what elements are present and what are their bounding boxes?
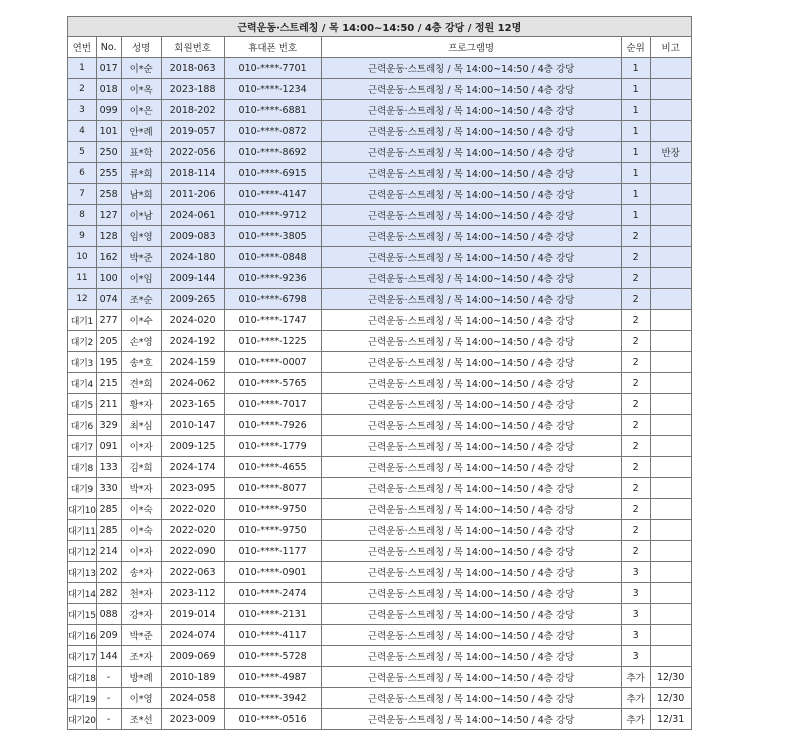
- cell-idx: 대기12: [68, 541, 97, 562]
- cell-idx: 대기2: [68, 331, 97, 352]
- cell-idx: 1: [68, 58, 97, 79]
- cell-phone: 010-****-4147: [224, 184, 321, 205]
- cell-rank: 추가: [621, 688, 650, 709]
- cell-member-id: 2009-144: [161, 268, 224, 289]
- cell-rank: 3: [621, 583, 650, 604]
- cell-no: 101: [96, 121, 121, 142]
- table-row: [68, 394, 692, 415]
- cell-no: 215: [96, 373, 121, 394]
- cell-note: [650, 457, 691, 478]
- cell-note: [650, 121, 691, 142]
- table-row: [68, 289, 692, 310]
- cell-program: 근력운동·스트레칭 / 목 14:00~14:50 / 4층 강당: [321, 163, 621, 184]
- cell-idx: 대기9: [68, 478, 97, 499]
- header-member-id: 회원번호: [161, 37, 224, 58]
- cell-program: 근력운동·스트레칭 / 목 14:00~14:50 / 4층 강당: [321, 79, 621, 100]
- cell-note: [650, 604, 691, 625]
- cell-program: 근력운동·스트레칭 / 목 14:00~14:50 / 4층 강당: [321, 289, 621, 310]
- table-row: [68, 121, 692, 142]
- cell-program: 근력운동·스트레칭 / 목 14:00~14:50 / 4층 강당: [321, 100, 621, 121]
- cell-idx: 11: [68, 268, 97, 289]
- cell-no: 329: [96, 415, 121, 436]
- cell-phone: 010-****-7926: [224, 415, 321, 436]
- table-row: [68, 310, 692, 331]
- cell-no: 017: [96, 58, 121, 79]
- cell-program: 근력운동·스트레칭 / 목 14:00~14:50 / 4층 강당: [321, 373, 621, 394]
- cell-member-id: 2022-020: [161, 499, 224, 520]
- cell-name: 이*옥: [121, 79, 161, 100]
- cell-no: 162: [96, 247, 121, 268]
- cell-member-id: 2009-265: [161, 289, 224, 310]
- cell-member-id: 2024-061: [161, 205, 224, 226]
- cell-name: 조*순: [121, 289, 161, 310]
- cell-phone: 010-****-6915: [224, 163, 321, 184]
- cell-idx: 대기15: [68, 604, 97, 625]
- cell-phone: 010-****-0848: [224, 247, 321, 268]
- cell-phone: 010-****-2474: [224, 583, 321, 604]
- cell-note: [650, 541, 691, 562]
- cell-member-id: 2022-056: [161, 142, 224, 163]
- table-row: [68, 373, 692, 394]
- cell-phone: 010-****-6798: [224, 289, 321, 310]
- table-row: [68, 184, 692, 205]
- cell-member-id: 2009-069: [161, 646, 224, 667]
- cell-note: [650, 583, 691, 604]
- cell-member-id: 2018-063: [161, 58, 224, 79]
- cell-no: 209: [96, 625, 121, 646]
- cell-member-id: 2010-189: [161, 667, 224, 688]
- cell-member-id: 2018-202: [161, 100, 224, 121]
- cell-name: 이*숙: [121, 499, 161, 520]
- cell-idx: 2: [68, 79, 97, 100]
- table-row: [68, 709, 692, 730]
- cell-idx: 대기3: [68, 352, 97, 373]
- cell-no: 128: [96, 226, 121, 247]
- cell-no: 282: [96, 583, 121, 604]
- cell-program: 근력운동·스트레칭 / 목 14:00~14:50 / 4층 강당: [321, 205, 621, 226]
- cell-program: 근력운동·스트레칭 / 목 14:00~14:50 / 4층 강당: [321, 646, 621, 667]
- cell-no: 214: [96, 541, 121, 562]
- header-name: 성명: [121, 37, 161, 58]
- cell-member-id: 2022-020: [161, 520, 224, 541]
- cell-idx: 6: [68, 163, 97, 184]
- table-row: [68, 58, 692, 79]
- cell-no: -: [96, 667, 121, 688]
- cell-rank: 2: [621, 541, 650, 562]
- cell-rank: 추가: [621, 667, 650, 688]
- table-row: [68, 352, 692, 373]
- cell-rank: 2: [621, 499, 650, 520]
- cell-member-id: 2011-206: [161, 184, 224, 205]
- cell-member-id: 2024-074: [161, 625, 224, 646]
- cell-program: 근력운동·스트레칭 / 목 14:00~14:50 / 4층 강당: [321, 310, 621, 331]
- table-row: [68, 100, 692, 121]
- cell-idx: 대기13: [68, 562, 97, 583]
- cell-phone: 010-****-1225: [224, 331, 321, 352]
- cell-program: 근력운동·스트레칭 / 목 14:00~14:50 / 4층 강당: [321, 331, 621, 352]
- cell-idx: 대기16: [68, 625, 97, 646]
- cell-name: 류*희: [121, 163, 161, 184]
- cell-name: 임*영: [121, 226, 161, 247]
- cell-name: 송*자: [121, 562, 161, 583]
- table-title: 근력운동·스트레칭 / 목 14:00~14:50 / 4층 강당 / 정원 12명: [68, 17, 692, 37]
- cell-note: [650, 499, 691, 520]
- cell-rank: 1: [621, 142, 650, 163]
- cell-phone: 010-****-5728: [224, 646, 321, 667]
- cell-name: 이*자: [121, 436, 161, 457]
- table-row: [68, 268, 692, 289]
- cell-idx: 10: [68, 247, 97, 268]
- cell-member-id: 2023-188: [161, 79, 224, 100]
- cell-no: 255: [96, 163, 121, 184]
- cell-idx: 대기8: [68, 457, 97, 478]
- cell-note: [650, 415, 691, 436]
- header-note: 비고: [650, 37, 691, 58]
- cell-member-id: 2023-009: [161, 709, 224, 730]
- cell-phone: 010-****-1747: [224, 310, 321, 331]
- cell-program: 근력운동·스트레칭 / 목 14:00~14:50 / 4층 강당: [321, 457, 621, 478]
- table-row: [68, 415, 692, 436]
- cell-no: 133: [96, 457, 121, 478]
- cell-note: [650, 478, 691, 499]
- cell-no: 100: [96, 268, 121, 289]
- cell-idx: 대기1: [68, 310, 97, 331]
- cell-rank: 1: [621, 163, 650, 184]
- cell-program: 근력운동·스트레칭 / 목 14:00~14:50 / 4층 강당: [321, 625, 621, 646]
- cell-phone: 010-****-1177: [224, 541, 321, 562]
- table-row: [68, 457, 692, 478]
- cell-note: [650, 562, 691, 583]
- cell-program: 근력운동·스트레칭 / 목 14:00~14:50 / 4층 강당: [321, 394, 621, 415]
- cell-note: 반장: [650, 142, 691, 163]
- cell-idx: 대기18: [68, 667, 97, 688]
- table-row: [68, 142, 692, 163]
- cell-member-id: 2010-147: [161, 415, 224, 436]
- cell-note: [650, 163, 691, 184]
- cell-member-id: 2009-083: [161, 226, 224, 247]
- cell-phone: 010-****-9712: [224, 205, 321, 226]
- cell-name: 조*자: [121, 646, 161, 667]
- cell-note: [650, 625, 691, 646]
- cell-program: 근력운동·스트레칭 / 목 14:00~14:50 / 4층 강당: [321, 352, 621, 373]
- cell-name: 이*자: [121, 541, 161, 562]
- cell-name: 천*자: [121, 583, 161, 604]
- cell-rank: 2: [621, 436, 650, 457]
- cell-note: [650, 520, 691, 541]
- cell-program: 근력운동·스트레칭 / 목 14:00~14:50 / 4층 강당: [321, 709, 621, 730]
- table-row: [68, 436, 692, 457]
- cell-no: 088: [96, 604, 121, 625]
- cell-rank: 2: [621, 394, 650, 415]
- table-row: [68, 331, 692, 352]
- header-program: 프로그램명: [321, 37, 621, 58]
- cell-no: 127: [96, 205, 121, 226]
- cell-program: 근력운동·스트레칭 / 목 14:00~14:50 / 4층 강당: [321, 667, 621, 688]
- cell-program: 근력운동·스트레칭 / 목 14:00~14:50 / 4층 강당: [321, 541, 621, 562]
- cell-program: 근력운동·스트레칭 / 목 14:00~14:50 / 4층 강당: [321, 436, 621, 457]
- cell-program: 근력운동·스트레칭 / 목 14:00~14:50 / 4층 강당: [321, 247, 621, 268]
- cell-no: -: [96, 688, 121, 709]
- header-idx: 연번: [68, 37, 97, 58]
- cell-idx: 대기11: [68, 520, 97, 541]
- cell-no: 330: [96, 478, 121, 499]
- cell-name: 이*숙: [121, 520, 161, 541]
- cell-note: [650, 394, 691, 415]
- cell-rank: 2: [621, 415, 650, 436]
- cell-no: 277: [96, 310, 121, 331]
- cell-phone: 010-****-0901: [224, 562, 321, 583]
- cell-note: 12/30: [650, 667, 691, 688]
- cell-phone: 010-****-9236: [224, 268, 321, 289]
- table-row: [68, 688, 692, 709]
- cell-rank: 2: [621, 289, 650, 310]
- cell-no: 211: [96, 394, 121, 415]
- cell-idx: 12: [68, 289, 97, 310]
- cell-name: 안*례: [121, 121, 161, 142]
- cell-rank: 추가: [621, 709, 650, 730]
- cell-rank: 2: [621, 226, 650, 247]
- table-row: [68, 583, 692, 604]
- cell-name: 박*준: [121, 247, 161, 268]
- cell-idx: 대기10: [68, 499, 97, 520]
- cell-idx: 대기5: [68, 394, 97, 415]
- header-phone: 휴대폰 번호: [224, 37, 321, 58]
- cell-phone: 010-****-4655: [224, 457, 321, 478]
- cell-phone: 010-****-7017: [224, 394, 321, 415]
- header-row: [68, 37, 692, 58]
- cell-no: 285: [96, 499, 121, 520]
- cell-phone: 010-****-7701: [224, 58, 321, 79]
- cell-no: 285: [96, 520, 121, 541]
- cell-name: 남*희: [121, 184, 161, 205]
- cell-note: [650, 289, 691, 310]
- cell-member-id: 2019-014: [161, 604, 224, 625]
- cell-note: [650, 373, 691, 394]
- cell-phone: 010-****-4987: [224, 667, 321, 688]
- table-row: [68, 163, 692, 184]
- table-row: [68, 646, 692, 667]
- cell-no: 250: [96, 142, 121, 163]
- cell-phone: 010-****-8077: [224, 478, 321, 499]
- cell-name: 이*은: [121, 100, 161, 121]
- cell-name: 김*희: [121, 457, 161, 478]
- cell-note: [650, 79, 691, 100]
- cell-program: 근력운동·스트레칭 / 목 14:00~14:50 / 4층 강당: [321, 478, 621, 499]
- cell-phone: 010-****-1779: [224, 436, 321, 457]
- cell-program: 근력운동·스트레칭 / 목 14:00~14:50 / 4층 강당: [321, 121, 621, 142]
- cell-rank: 1: [621, 121, 650, 142]
- cell-program: 근력운동·스트레칭 / 목 14:00~14:50 / 4층 강당: [321, 268, 621, 289]
- cell-member-id: 2022-063: [161, 562, 224, 583]
- cell-no: 018: [96, 79, 121, 100]
- cell-idx: 4: [68, 121, 97, 142]
- registration-table: [67, 16, 692, 730]
- cell-program: 근력운동·스트레칭 / 목 14:00~14:50 / 4층 강당: [321, 499, 621, 520]
- cell-phone: 010-****-8692: [224, 142, 321, 163]
- table-row: [68, 226, 692, 247]
- cell-name: 손*영: [121, 331, 161, 352]
- table-row: [68, 499, 692, 520]
- cell-phone: 010-****-6881: [224, 100, 321, 121]
- cell-note: [650, 310, 691, 331]
- cell-idx: 대기14: [68, 583, 97, 604]
- table-row: [68, 604, 692, 625]
- cell-idx: 9: [68, 226, 97, 247]
- cell-note: [650, 205, 691, 226]
- table-row: [68, 478, 692, 499]
- cell-member-id: 2024-159: [161, 352, 224, 373]
- cell-idx: 3: [68, 100, 97, 121]
- cell-note: [650, 100, 691, 121]
- cell-rank: 3: [621, 562, 650, 583]
- cell-rank: 2: [621, 520, 650, 541]
- cell-no: 202: [96, 562, 121, 583]
- cell-program: 근력운동·스트레칭 / 목 14:00~14:50 / 4층 강당: [321, 142, 621, 163]
- cell-member-id: 2024-058: [161, 688, 224, 709]
- cell-idx: 대기4: [68, 373, 97, 394]
- table-row: [68, 667, 692, 688]
- cell-member-id: 2024-180: [161, 247, 224, 268]
- cell-phone: 010-****-0872: [224, 121, 321, 142]
- cell-name: 견*희: [121, 373, 161, 394]
- header-no: No.: [96, 37, 121, 58]
- cell-note: [650, 646, 691, 667]
- cell-idx: 대기20: [68, 709, 97, 730]
- cell-name: 이*영: [121, 688, 161, 709]
- header-rank: 순위: [621, 37, 650, 58]
- cell-phone: 010-****-1234: [224, 79, 321, 100]
- cell-member-id: 2024-062: [161, 373, 224, 394]
- cell-note: [650, 247, 691, 268]
- cell-name: 강*자: [121, 604, 161, 625]
- cell-program: 근력운동·스트레칭 / 목 14:00~14:50 / 4층 강당: [321, 604, 621, 625]
- cell-note: 12/30: [650, 688, 691, 709]
- cell-no: 205: [96, 331, 121, 352]
- cell-rank: 1: [621, 100, 650, 121]
- cell-name: 이*수: [121, 310, 161, 331]
- cell-rank: 2: [621, 373, 650, 394]
- cell-phone: 010-****-3805: [224, 226, 321, 247]
- cell-idx: 7: [68, 184, 97, 205]
- cell-member-id: 2024-174: [161, 457, 224, 478]
- cell-note: [650, 58, 691, 79]
- cell-name: 이*남: [121, 205, 161, 226]
- table-row: [68, 541, 692, 562]
- cell-program: 근력운동·스트레칭 / 목 14:00~14:50 / 4층 강당: [321, 58, 621, 79]
- cell-rank: 2: [621, 457, 650, 478]
- cell-note: [650, 331, 691, 352]
- table-row: [68, 562, 692, 583]
- cell-rank: 2: [621, 331, 650, 352]
- cell-member-id: 2024-020: [161, 310, 224, 331]
- cell-rank: 2: [621, 310, 650, 331]
- cell-rank: 2: [621, 268, 650, 289]
- cell-name: 방*례: [121, 667, 161, 688]
- cell-rank: 1: [621, 58, 650, 79]
- cell-rank: 1: [621, 184, 650, 205]
- cell-note: 12/31: [650, 709, 691, 730]
- cell-program: 근력운동·스트레칭 / 목 14:00~14:50 / 4층 강당: [321, 415, 621, 436]
- cell-rank: 1: [621, 205, 650, 226]
- cell-name: 박*자: [121, 478, 161, 499]
- cell-idx: 대기17: [68, 646, 97, 667]
- cell-no: 195: [96, 352, 121, 373]
- cell-idx: 대기6: [68, 415, 97, 436]
- cell-program: 근력운동·스트레칭 / 목 14:00~14:50 / 4층 강당: [321, 184, 621, 205]
- table-row: [68, 205, 692, 226]
- cell-member-id: 2023-112: [161, 583, 224, 604]
- cell-member-id: 2022-090: [161, 541, 224, 562]
- cell-phone: 010-****-3942: [224, 688, 321, 709]
- cell-phone: 010-****-0516: [224, 709, 321, 730]
- cell-name: 황*자: [121, 394, 161, 415]
- cell-no: 099: [96, 100, 121, 121]
- cell-name: 이*임: [121, 268, 161, 289]
- cell-phone: 010-****-5765: [224, 373, 321, 394]
- cell-idx: 5: [68, 142, 97, 163]
- cell-idx: 대기7: [68, 436, 97, 457]
- cell-no: 144: [96, 646, 121, 667]
- cell-member-id: 2023-165: [161, 394, 224, 415]
- cell-rank: 3: [621, 625, 650, 646]
- cell-name: 송*호: [121, 352, 161, 373]
- cell-rank: 2: [621, 247, 650, 268]
- cell-name: 박*준: [121, 625, 161, 646]
- cell-note: [650, 436, 691, 457]
- cell-member-id: 2019-057: [161, 121, 224, 142]
- cell-name: 이*순: [121, 58, 161, 79]
- table-row: [68, 520, 692, 541]
- cell-program: 근력운동·스트레칭 / 목 14:00~14:50 / 4층 강당: [321, 520, 621, 541]
- cell-no: 074: [96, 289, 121, 310]
- cell-phone: 010-****-2131: [224, 604, 321, 625]
- table-row: [68, 625, 692, 646]
- cell-no: 258: [96, 184, 121, 205]
- cell-idx: 대기19: [68, 688, 97, 709]
- table-row: [68, 247, 692, 268]
- cell-note: [650, 268, 691, 289]
- cell-no: -: [96, 709, 121, 730]
- cell-name: 표*학: [121, 142, 161, 163]
- cell-note: [650, 184, 691, 205]
- cell-member-id: 2023-095: [161, 478, 224, 499]
- cell-member-id: 2018-114: [161, 163, 224, 184]
- cell-name: 조*선: [121, 709, 161, 730]
- cell-rank: 1: [621, 79, 650, 100]
- cell-member-id: 2024-192: [161, 331, 224, 352]
- cell-phone: 010-****-0007: [224, 352, 321, 373]
- cell-idx: 8: [68, 205, 97, 226]
- cell-note: [650, 226, 691, 247]
- cell-program: 근력운동·스트레칭 / 목 14:00~14:50 / 4층 강당: [321, 583, 621, 604]
- cell-program: 근력운동·스트레칭 / 목 14:00~14:50 / 4층 강당: [321, 688, 621, 709]
- cell-no: 091: [96, 436, 121, 457]
- cell-phone: 010-****-9750: [224, 499, 321, 520]
- cell-program: 근력운동·스트레칭 / 목 14:00~14:50 / 4층 강당: [321, 226, 621, 247]
- cell-rank: 3: [621, 604, 650, 625]
- cell-phone: 010-****-9750: [224, 520, 321, 541]
- cell-phone: 010-****-4117: [224, 625, 321, 646]
- cell-rank: 3: [621, 646, 650, 667]
- cell-rank: 2: [621, 352, 650, 373]
- table-row: [68, 79, 692, 100]
- cell-name: 최*심: [121, 415, 161, 436]
- cell-program: 근력운동·스트레칭 / 목 14:00~14:50 / 4층 강당: [321, 562, 621, 583]
- cell-rank: 2: [621, 478, 650, 499]
- cell-member-id: 2009-125: [161, 436, 224, 457]
- cell-note: [650, 352, 691, 373]
